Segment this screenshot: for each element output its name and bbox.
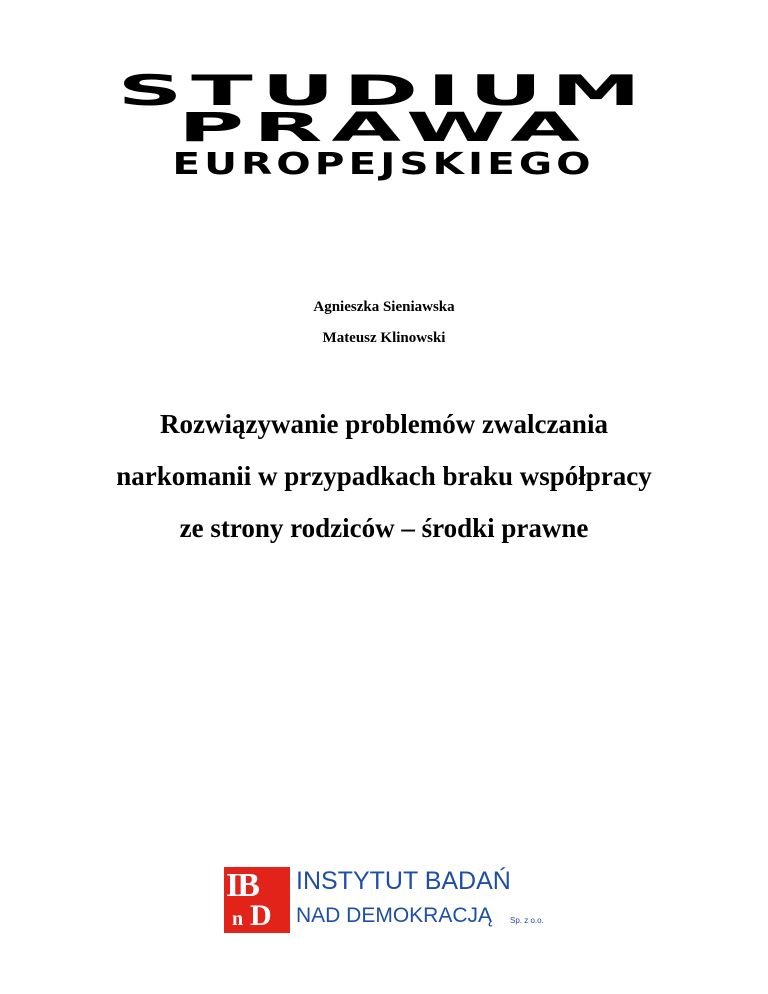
publisher-mark-letter-d: D — [250, 899, 272, 932]
author-name: Mateusz Klinowski — [322, 330, 446, 346]
series-logo — [91, 62, 676, 180]
author-name: Agnieszka Sieniawska — [313, 299, 455, 315]
publisher-legal-form: Sp. z o.o. — [510, 916, 544, 925]
series-logo-line-2: PRAWA — [178, 105, 589, 151]
title-line: Rozwiązywanie problemów zwalczania — [160, 409, 608, 439]
publisher-name-line-2: NAD DEMOKRACJĄ — [296, 904, 493, 927]
publisher-mark-letters-top: IB — [226, 867, 258, 904]
publisher-name-line-1: INSTYTUT BADAŃ — [296, 867, 511, 895]
series-logo-line-1: STUDIUM — [117, 66, 650, 115]
publisher-mark-letter-n: n — [232, 908, 244, 930]
title-line: narkomanii w przypadkach braku współpracy — [116, 461, 652, 491]
title-line: ze strony rodziców – środki prawne — [179, 513, 589, 543]
authors — [0, 292, 768, 354]
series-logo-line-3: EUROPEJSKIEGO — [172, 147, 595, 182]
publisher-mark-icon — [224, 867, 290, 933]
document-title — [0, 398, 768, 554]
publisher-logo — [224, 867, 554, 933]
